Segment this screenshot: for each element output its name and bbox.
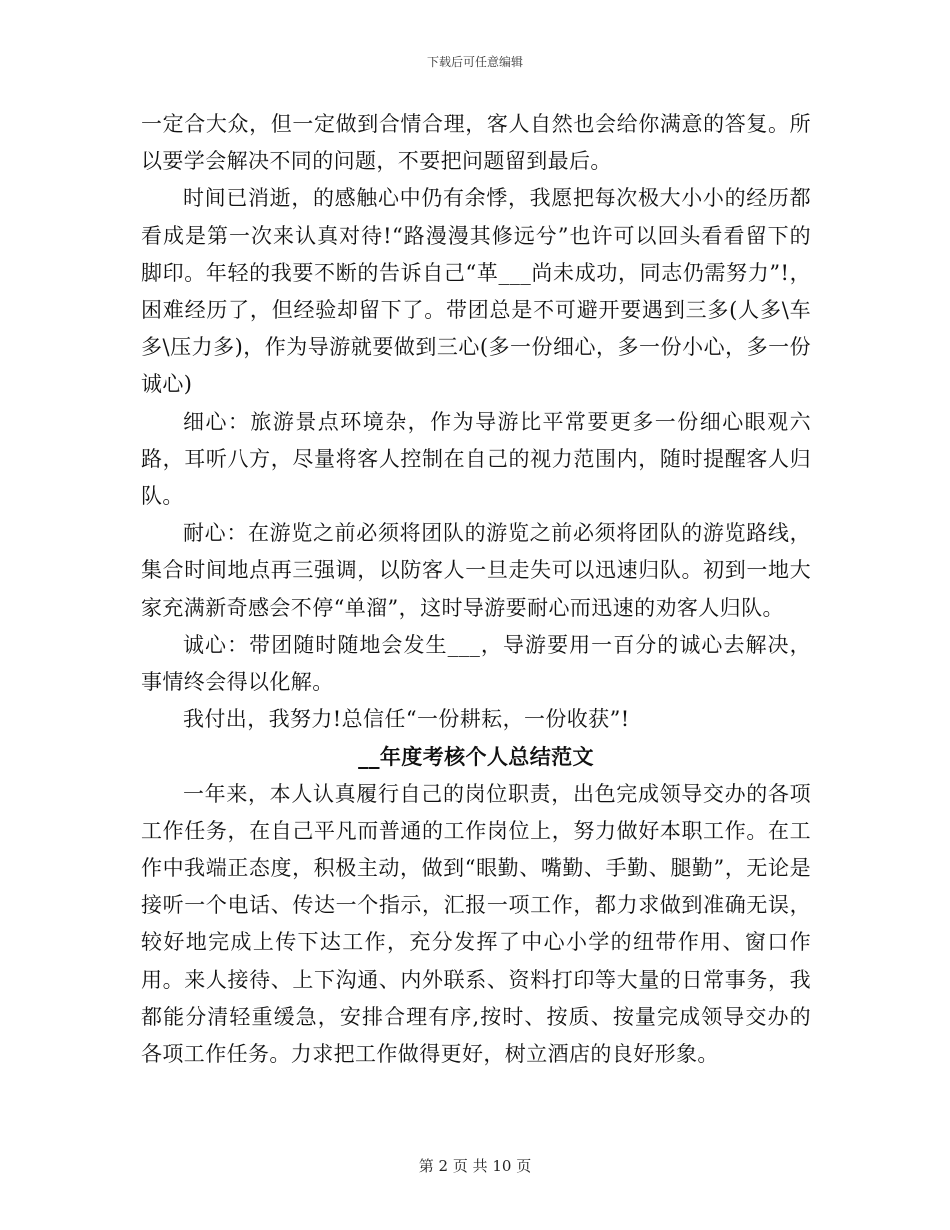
paragraph-carefulness: 细心：旅游景点环境杂，作为导游比平常要更多一份细心眼观六路，耳听八方，尽量将客人控制在自己的视力范围内，随时提醒客人归队。	[141, 409, 811, 509]
paragraph-closing: 我付出，我努力!总信任“一份耕耘，一份收获”!	[183, 707, 630, 732]
document-body	[141, 106, 811, 1073]
paragraph-sincerity: 诚心：带团随时随地会发生___，导游要用一百分的诚心去解决，事情终会得以化解。	[141, 632, 811, 695]
paragraph-continuation: 一定合大众，但一定做到合情合理，客人自然也会给你满意的答复。所以要学会解决不同的问题，不要把问题留到最后。	[141, 112, 811, 174]
paragraph-patience: 耐心：在游览之前必须将团队的游览之前必须将团队的游览路线，集合时间地点再三强调，以防客人一旦走失可以迅速归队。初到一地大家充满新奇感会不停“单溜”，这时导游要耐心而迅速的劝客人归队。	[141, 521, 811, 620]
paragraph-reflection: 时间已消逝，的感触心中仍有余悸，我愿把每次极大小小的经历都看成是第一次来认真对待!“路漫漫其修远兮”也许可以回头看看留下的脚印。年轻的我要不断的告诉自己“革___尚未成功，同志仍需努力”!，困难经历了，但经验却留下了。带团总是不可避开要遇到三多(人多\车多\压力多)，作为导游就要做到三心(多一份细心，多一份小心，多一份诚心)	[141, 186, 811, 397]
paragraph-annual-review: 一年来，本人认真履行自己的岗位职责，出色完成领导交办的各项工作任务，在自己平凡而普通的工作岗位上，努力做好本职工作。在工作中我端正态度，积极主动，做到“眼勤、嘴勤、手勤、腿勤”，无论是接听一个电话、传达一个指示，汇报一项工作，都力求做到准确无误，较好地完成上传下达工作，充分发挥了中心小学的纽带作用、窗口作用。来人接待、上下沟通、内外联系、资料打印等大量的日常事务，我都能分清轻重缓急，安排合理有序,按时、按质、按量完成领导交办的各项工作任务。力求把工作做得更好，树立酒店的良好形象。	[141, 781, 811, 1067]
page-header: 下载后可任意编辑	[426, 55, 523, 69]
section-title: __年度考核个人总结范文	[358, 744, 594, 770]
page-number: 第 2 页 共 10 页	[418, 1157, 532, 1175]
